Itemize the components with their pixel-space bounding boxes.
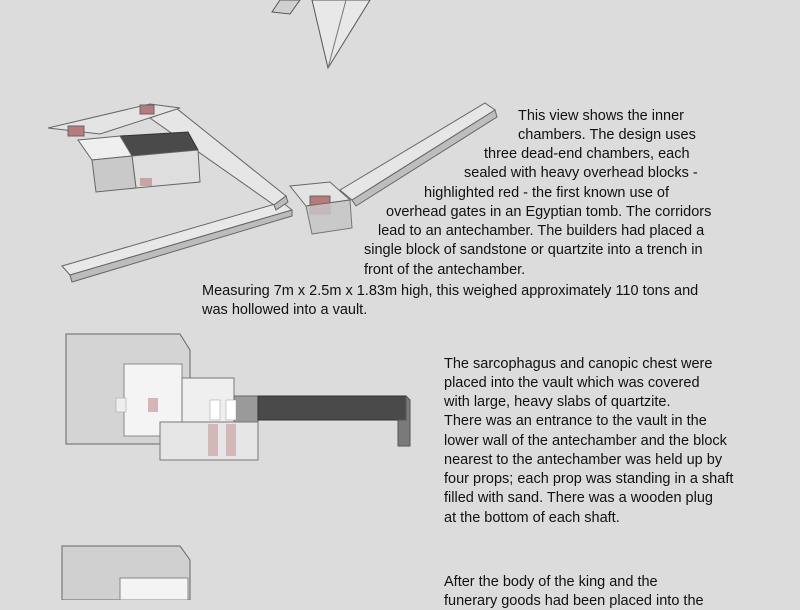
text-line: three dead-end chambers, each [484,146,690,162]
text-line: four props; each prop was standing in a shaft [444,471,734,487]
text-line: lower wall of the antechamber and the block [444,433,727,449]
text-line: lead to an antechamber. The builders had placed a [378,223,705,239]
text-line: highlighted red - the first known use of [424,185,670,201]
text-line: single block of sandstone or quartzite into a trench in [364,242,703,258]
vault-diagram [66,334,410,460]
text-line: sealed with heavy overhead blocks - [464,165,698,181]
text-line: was hollowed into a vault. [202,302,368,318]
text-line: chambers. The design uses [518,127,696,143]
text-line: front of the antechamber. [364,262,526,278]
text-line: Measuring 7m x 2.5m x 1.83m high, this weighed approximately 110 tons and [202,283,699,299]
text-line: The sarcophagus and canopic chest were [444,356,713,372]
text-line: After the body of the king and the [444,574,658,590]
text-line: at the bottom of each shaft. [444,510,620,526]
text-line: placed into the vault which was covered [444,375,700,391]
pyramid-top-figure [272,0,370,68]
text-line: There was an entrance to the vault in the [444,413,707,429]
text-line: with large, heavy slabs of quartzite. [444,394,671,410]
text-line: overhead gates in an Egyptian tomb. The corridors [386,204,712,220]
text-line: This view shows the inner [518,108,685,124]
text-line: nearest to the antechamber was held up by [444,452,723,468]
text-line: funerary goods had been placed into the [444,593,704,609]
bottom-diagram [62,546,190,600]
text-line: filled with sand. There was a wooden plug [444,490,713,506]
